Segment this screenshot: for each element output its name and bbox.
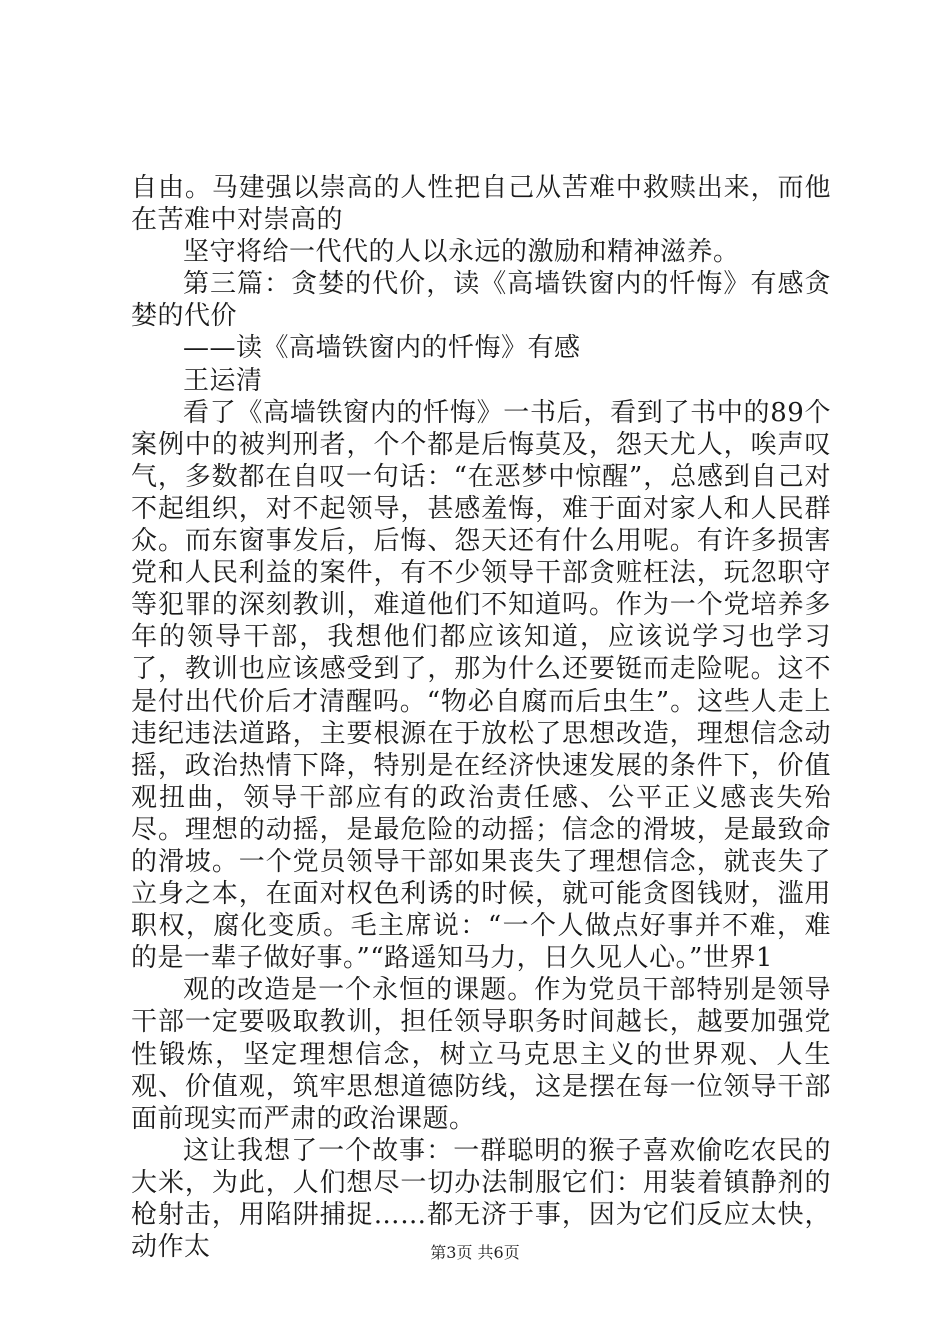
document-body <box>131 172 831 1263</box>
paragraph: 看了《高墙铁窗内的忏悔》一书后，看到了书中的89个案例中的被判刑者，个个都是后悔莫及，怨天尤人，唉声叹气，多数都在自叹一句话：“在恶梦中惊醒”，总感到自己对不起组织，对不起领导，甚感羞悔，难于面对家人和人民群众。而东窗事发后，后悔、怨天还有什么用呢。有许多损害党和人民利益的案件，有不少领导干部贪赃枉法，玩忽职守等犯罪的深刻教训，难道他们不知道吗。作为一个党培养多年的领导干部，我想他们都应该知道，应该说学习也学习了，教训也应该感受到了，那为什么还要铤而走险呢。这不是付出代价后才清醒吗。“物必自腐而后虫生”。这些人走上违纪违法道路，主要根源在于放松了思想改造，理想信念动摇，政治热情下降，特别是在经济快速发展的条件下，价值观扭曲，领导干部应有的政治责任感、公平正义感丧失殆尽。理想的动摇，是最危险的动摇；信念的滑坡，是最致命的滑坡。一个党员领导干部如果丧失了理想信念，就丧失了立身之本，在面对权色利诱的时候，就可能贪图钱财，滥用职权，腐化变质。毛主席说：“一个人做点好事并不难，难的是一辈子做好事。”“路遥知马力，日久见人心。”世界1 <box>131 397 831 974</box>
subtitle: ——读《高墙铁窗内的忏悔》有感 <box>183 333 581 364</box>
section-heading: 第三篇：贪婪的代价，读《高墙铁窗内的忏悔》有感贪婪的代价 <box>131 269 831 332</box>
page-number-footer: 第3页 共6页 <box>430 1243 520 1262</box>
paragraph: 自由。马建强以崇高的人性把自己从苦难中救赎出来，而他在苦难中对崇高的 <box>131 173 831 236</box>
paragraph: 坚守将给一代代的人以永远的激励和精神滋养。 <box>183 237 740 268</box>
author-name: 王运清 <box>183 365 263 396</box>
paragraph: 观的改造是一个永恒的课题。作为党员干部特别是领导干部一定要吸取教训，担任领导职务时间越长，越要加强党性锻炼，坚定理想信念，树立马克思主义的世界观、人生观、价值观，筑牢思想道德防线，这是摆在每一位领导干部面前现实而严肃的政治课题。 <box>131 975 831 1134</box>
paragraph: 这让我想了一个故事：一群聪明的猴子喜欢偷吃农民的大米，为此，人们想尽一切办法制服它们：用装着镇静剂的枪射击，用陷阱捕捉……都无济于事，因为它们反应太快，动作太 <box>131 1135 831 1263</box>
